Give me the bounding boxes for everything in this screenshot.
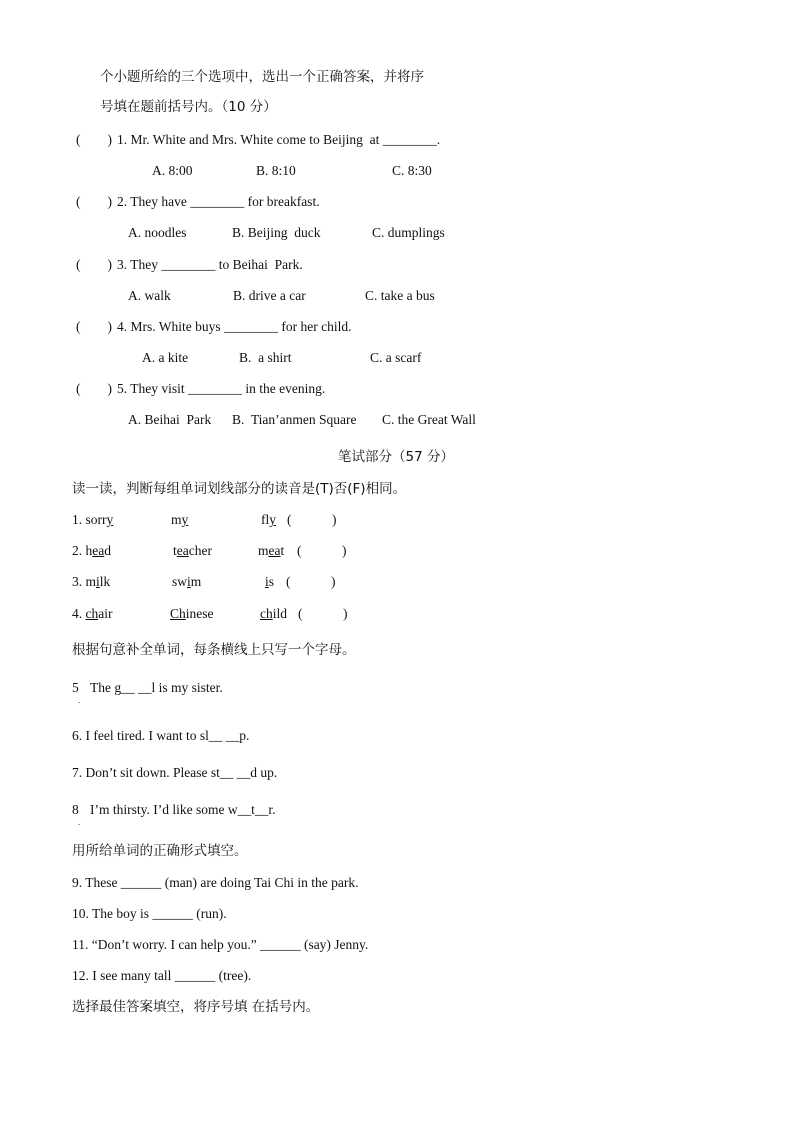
list-marker-dot: .	[78, 696, 80, 705]
phonics-row-4-word-2: Chinese	[170, 606, 214, 621]
forms-question-9: 9. These ______ (man) are doing Tai Chi in the park.	[72, 875, 359, 890]
phonics-row-3-word-2: swim	[172, 574, 202, 589]
phonics-answer-paren: ( )	[298, 606, 348, 621]
question-5-option-a: A. Beihai Park	[128, 412, 212, 427]
listening-intro-line1: 个小题所给的三个选项中，选出一个正确答案，并将序	[100, 69, 424, 85]
question-1-option-b: B. 8:10	[256, 163, 296, 178]
phonics-answer-paren: ( )	[297, 543, 347, 558]
spelling-question-8: I’m thirsty. I’d like some w__t__r.	[90, 802, 276, 817]
phonics-row-2-word-3: meat	[258, 543, 285, 558]
written-section-heading: 笔试部分（57 分）	[338, 449, 454, 465]
phonics-row-1-word-1: 1. sorry	[72, 512, 114, 527]
question-2-stem: 2. They have ________ for breakfast.	[117, 194, 320, 209]
listening-intro-line2: 号填在题前括号内。（10 分）	[100, 99, 277, 115]
phonics-row-4-word-1: 4. chair	[72, 606, 113, 621]
answer-paren: ( )	[76, 319, 112, 334]
phonics-row-1-word-2: my	[171, 512, 189, 527]
question-2-option-c: C. dumplings	[372, 225, 445, 240]
list-marker-dot: .	[78, 818, 80, 827]
answer-paren: ( )	[76, 257, 112, 272]
question-5-option-b: B. Tian’anmen Square	[232, 412, 357, 427]
question-3-option-b: B. drive a car	[233, 288, 306, 303]
spelling-instruction: 根据句意补全单词，每条横线上只写一个字母。	[72, 642, 356, 658]
word-forms-instruction: 用所给单词的正确形式填空。	[72, 843, 248, 859]
spelling-question-6: 6. I feel tired. I want to sl__ __p.	[72, 728, 250, 743]
question-4-stem: 4. Mrs. White buys ________ for her child.	[117, 319, 352, 334]
phonics-row-3-word-1: 3. milk	[72, 574, 111, 589]
spelling-question-8-number: 8	[72, 802, 79, 817]
question-3-option-a: A. walk	[128, 288, 171, 303]
spelling-question-5: The g__ __l is my sister.	[90, 680, 223, 695]
phonics-row-2-word-2: teacher	[173, 543, 212, 558]
question-1-option-c: C. 8:30	[392, 163, 432, 178]
phonics-row-2-word-1: 2. head	[72, 543, 111, 558]
phonics-answer-paren: ( )	[286, 574, 336, 589]
question-4-option-a: A. a kite	[142, 350, 189, 365]
phonics-row-3-word-3: is	[265, 574, 275, 589]
answer-paren: ( )	[76, 132, 112, 147]
question-1-option-a: A. 8:00	[152, 163, 193, 178]
question-3-option-c: C. take a bus	[365, 288, 435, 303]
phonics-row-4-word-3: child	[260, 606, 288, 621]
question-4-option-c: C. a scarf	[370, 350, 422, 365]
forms-question-10: 10. The boy is ______ (run).	[72, 906, 227, 921]
phonics-answer-paren: ( )	[287, 512, 337, 527]
forms-question-11: 11. “Don’t worry. I can help you.” ______ (say) Jenny.	[72, 937, 369, 952]
question-5-stem: 5. They visit ________ in the evening.	[117, 381, 326, 396]
question-4-option-b: B. a shirt	[239, 350, 292, 365]
question-2-option-b: B. Beijing duck	[232, 225, 321, 240]
phonics-instruction: 读一读，判断每组单词划线部分的读音是(T)否(F)相同。	[72, 481, 407, 497]
phonics-row-1-word-3: fly	[261, 512, 276, 527]
spelling-question-5-number: 5	[72, 680, 79, 695]
answer-paren: ( )	[76, 194, 112, 209]
spelling-question-7: 7. Don’t sit down. Please st__ __d up.	[72, 765, 278, 780]
question-5-option-c: C. the Great Wall	[382, 412, 476, 427]
answer-paren: ( )	[76, 381, 112, 396]
question-3-stem: 3. They ________ to Beihai Park.	[117, 257, 303, 272]
choice-instruction: 选择最佳答案填空，将序号填 在括号内。	[72, 999, 320, 1015]
forms-question-12: 12. I see many tall ______ (tree).	[72, 968, 252, 983]
question-2-option-a: A. noodles	[128, 225, 187, 240]
question-1-stem: 1. Mr. White and Mrs. White come to Beijing at ________.	[117, 132, 441, 147]
